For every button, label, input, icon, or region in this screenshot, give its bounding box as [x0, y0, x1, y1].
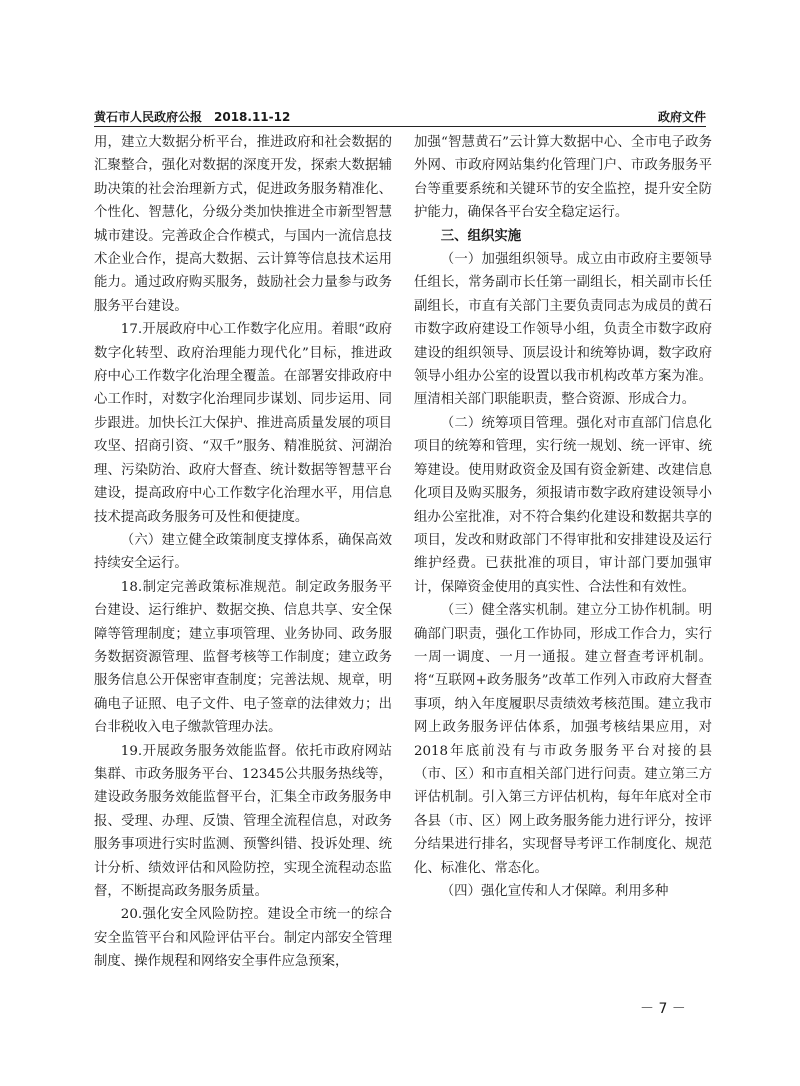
paragraph: 用，建立大数据分析平台，推进政府和社会数据的汇聚整合，强化对数据的深度开发，探索大数据辅助决策的社会治理新方式，促进政务服务精准化、个性化、智慧化，分级分类加快推进全市新型智慧城市建设。完善政企合作模式，与国内一流信息技术企业合作，提高大数据、云计算等信息技术运用能力。通过政府购买服务，鼓励社会力量参与政务服务平台建设。: [94, 135, 392, 314]
publication-title: 黄石市人民政府公报 2018.11-12: [94, 110, 291, 124]
paragraph: 加强“智慧黄石”云计算大数据中心、全市电子政务外网、市政府网站集约化管理门户、市政务服务平台等重要系统和关键环节的安全监控，提升安全防护能力，确保各平台安全稳定运行。: [414, 135, 712, 221]
header-rule: [94, 126, 706, 127]
section-heading: 三、组织实施: [440, 228, 522, 244]
paragraph: （四）强化宣传和人才保障。利用多种: [440, 884, 669, 899]
page-number: － 7 －: [640, 1001, 686, 1017]
paragraph: （一）加强组织领导。成立由市政府主要领导任组长，常务副市长任第一副组长，相关副市长任副组长，市直有关部门主要负责同志为成员的黄石市数字政府建设工作领导小组，负责全市数字政府建设的组织领导、顶层设计和统筹协调，数字政府领导小组办公室的设置以我市机构改革方案为准。厘清相关部门职能职责，整合资源、形成合力。: [414, 252, 712, 408]
paragraph: （六）建立健全政策制度支撑体系，确保高效持续安全运行。: [94, 532, 392, 572]
paragraph: （二）统筹项目管理。强化对市直部门信息化项目的统筹和管理，实行统一规划、统一评审、统筹建设。使用财政资金及国有资金新建、改建信息化项目及购买服务，须报请市数字政府建设领导小组办公室批准，对不符合集约化建设和数据共享的项目，发改和财政部门不得审批和安排建设及运行维护经费。已获批准的项目，审计部门要加强审计，保障资金使用的真实性、合法性和有效性。: [414, 415, 712, 595]
section-title: 政府文件: [657, 110, 706, 124]
paragraph: 18.制定完善政策标准规范。制定政务服务平台建设、运行维护、数据交换、信息共享、安全保障等管理制度；建立事项管理、业务协同、政务服务数据资源管理、监督考核等工作制度；建立政务服务信息公开保密审查制度；完善法规、规章，明确电子证照、电子文件、电子签章的法律效力；出台非税收入电子缴款管理办法。: [94, 579, 392, 736]
paragraph: 17.开展政府中心工作数字化应用。着眼“政府数字化转型、政府治理能力现代化”目标，推进政府中心工作数字化治理全覆盖。在部署安排政府中心工作时，对数字化治理同步谋划、同步运用、同步跟进。加快长江大保护、推进高质量发展的项目攻坚、招商引资、“双千”服务、精准脱贫、河湖治理、污染防治、政府大督查、统计数据等智慧平台建设，提高政府中心工作数字化治理水平，用信息技术提高政务服务可及性和便捷度。: [94, 322, 392, 525]
right-column: [414, 131, 712, 1021]
paragraph: 19.开展政务服务效能监督。依托市政府网站集群、市政务服务平台、12345公共服务热线等，建设政务服务效能监督平台，汇集全市政务服务申报、受理、办理、反馈、管理全流程信息，对政务服务事项进行实时监测、预警纠错、投诉处理、统计分析、绩效评估和风险防控，实现全流程动态监督，不断提高政务服务质量。: [94, 743, 392, 899]
left-column: [94, 131, 392, 1021]
paragraph: 20.强化安全风险防控。建设全市统一的综合安全监管平台和风险评估平台。制定内部安全管理制度、操作规程和网络安全事件应急预案，: [94, 907, 392, 970]
running-header: [94, 108, 706, 126]
paragraph: （三）健全落实机制。建立分工协作机制。明确部门职责，强化工作协同，形成工作合力，实行一周一调度、一月一通报。建立督查考评机制。将“互联网+政务服务”改革工作列入市政府大督查事项，纳入年度履职尽责绩效考核范围。建立我市网上政务服务评估体系，加强考核结果应用，对2018年底前没有与市政务服务平台对接的县（市、区）和市直相关部门进行问责。建立第三方评估机制。引入第三方评估机构，每年年底对全市各县（市、区）网上政务服务能力进行评分，按评分结果进行排名，实现督导考评工作制度化、规范化、标准化、常态化。: [414, 603, 712, 876]
